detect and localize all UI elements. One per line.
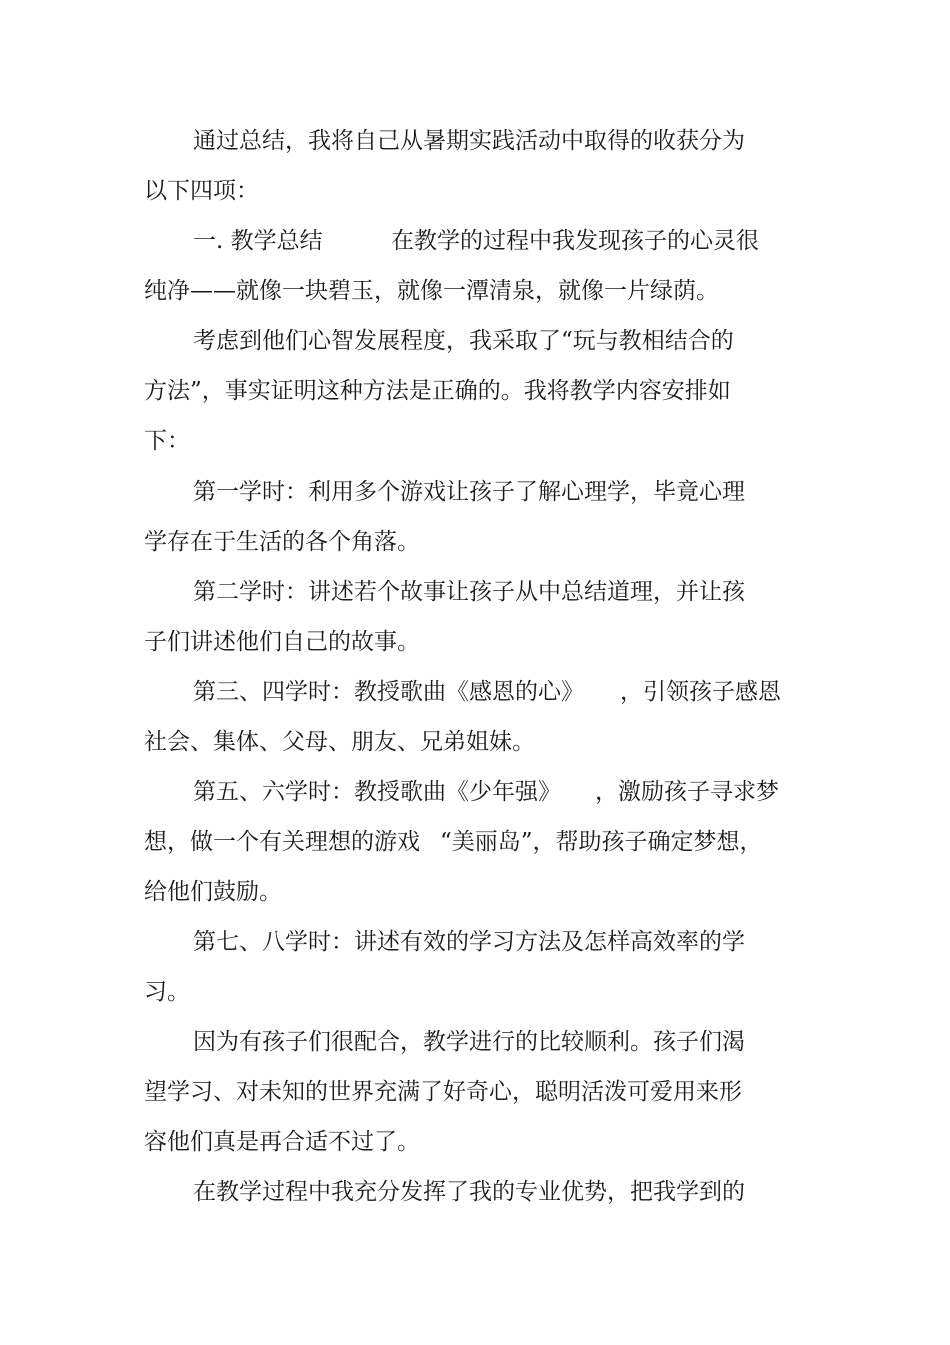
section-heading: 一. 教学总结 xyxy=(193,228,323,254)
text-line: 第五、六学时：教授歌曲《少年强》 xyxy=(193,779,561,805)
text-line: “美丽岛”，帮助孩子确定梦想， xyxy=(440,829,763,855)
text-line: 纯净——就像一块碧玉，就像一潭清泉，就像一片绿荫。 xyxy=(144,278,719,304)
text-line: 望学习、对未知的世界充满了好奇心，聪明活泼可爱用来形 xyxy=(144,1079,742,1105)
text-line: 第三、四学时：教授歌曲《感恩的心》 xyxy=(193,679,584,705)
text-line: 以下四项： xyxy=(144,178,259,204)
text-line: ，引领孩子感恩 xyxy=(620,679,781,705)
text-line: 社会、集体、父母、朋友、兄弟姐妹。 xyxy=(144,729,535,755)
text-line: 学存在于生活的各个角落。 xyxy=(144,529,420,555)
text-line: 第七、八学时：讲述有效的学习方法及怎样高效率的学 xyxy=(193,929,745,955)
text-line: 容他们真是再合适不过了。 xyxy=(144,1129,420,1155)
text-line: 通过总结，我将自己从暑期实践活动中取得的收获分为 xyxy=(193,128,745,154)
text-line: 在教学的过程中我发现孩子的心灵很 xyxy=(391,228,759,254)
text-line: 习。 xyxy=(144,979,190,1005)
text-line: 想，做一个有关理想的游戏 xyxy=(144,829,420,855)
text-line: 子们讲述他们自己的故事。 xyxy=(144,629,420,655)
text-line: 下： xyxy=(144,428,190,454)
text-line: 第二学时：讲述若个故事让孩子从中总结道理，并让孩 xyxy=(193,579,745,605)
text-line: 因为有孩子们很配合，教学进行的比较顺利。孩子们渴 xyxy=(193,1029,745,1055)
text-line: 考虑到他们心智发展程度，我采取了“玩与教相结合的 xyxy=(193,328,734,354)
text-line: ，激励孩子寻求梦 xyxy=(595,779,779,805)
text-line: 第一学时：利用多个游戏让孩子了解心理学，毕竟心理 xyxy=(193,479,745,505)
text-line: 方法”，事实证明这种方法是正确的。我将教学内容安排如 xyxy=(144,378,731,404)
text-line: 在教学过程中我充分发挥了我的专业优势，把我学到的 xyxy=(193,1179,745,1205)
text-line: 给他们鼓励。 xyxy=(144,879,282,905)
